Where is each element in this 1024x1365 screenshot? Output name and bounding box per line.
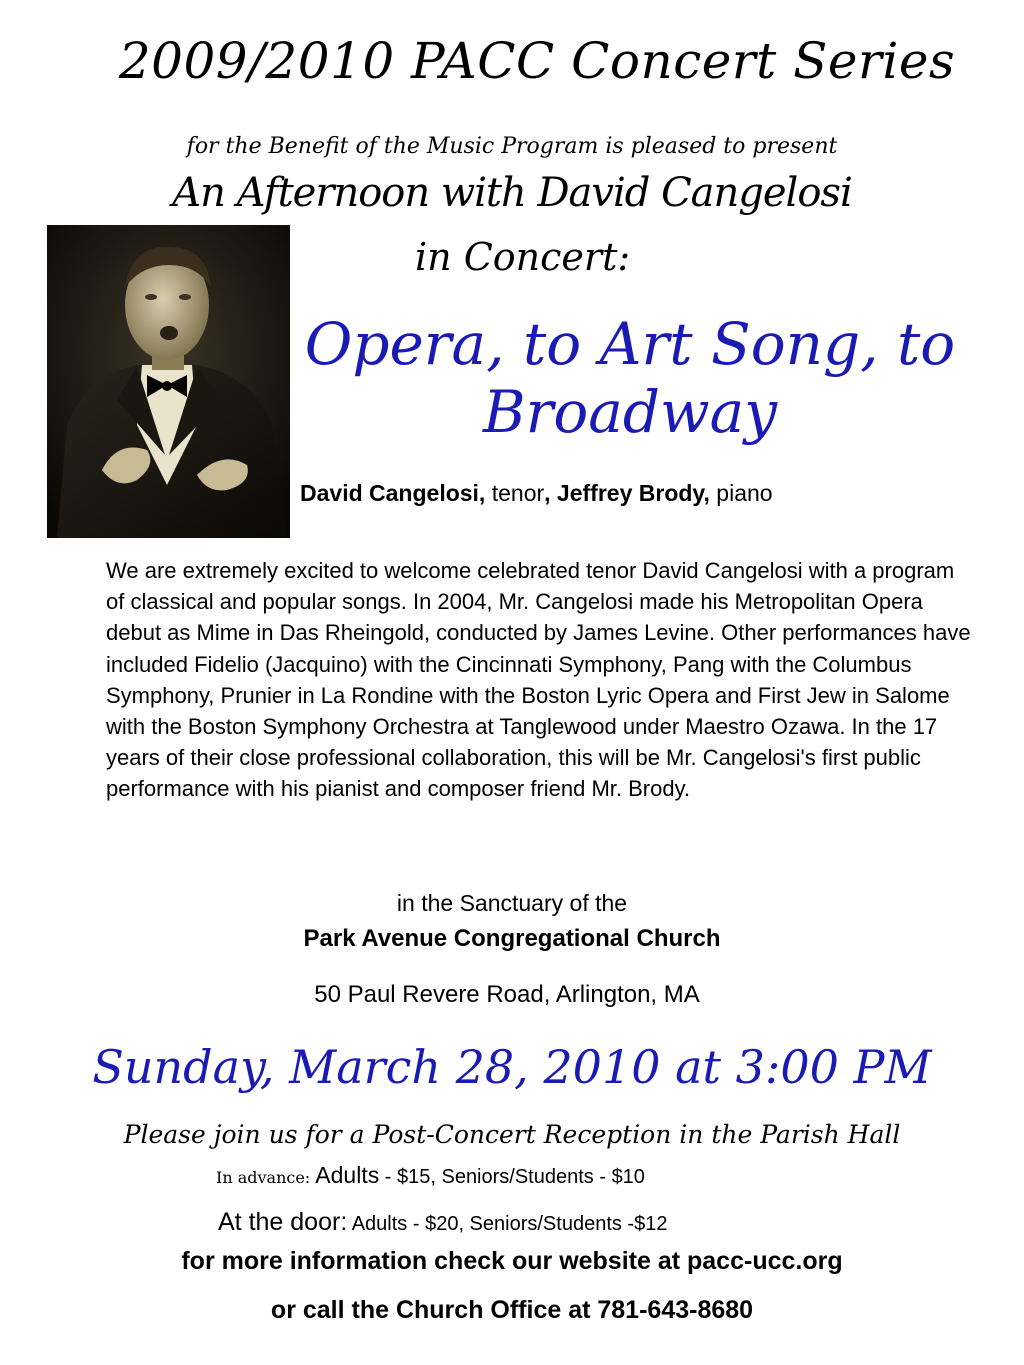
advance-label: In advance: xyxy=(216,1168,316,1187)
event-date: Sunday, March 28, 2010 at 3:00 PM xyxy=(92,1040,932,1094)
event-title: An Afternoon with David Cangelosi xyxy=(172,170,852,216)
website-info: for more information check our website at pacc-ucc.org xyxy=(181,1247,843,1275)
phone-info: or call the Church Office at 781-643-8680 xyxy=(270,1296,754,1324)
door-prices: Adults - $20, Seniors/Students -$12 xyxy=(347,1213,668,1235)
venue-name: Park Avenue Congregational Church xyxy=(303,925,721,952)
performer-photo xyxy=(47,225,290,538)
pianist-role: piano xyxy=(709,480,773,506)
venue-prefix: in the Sanctuary of the xyxy=(396,890,628,916)
door-colon: : xyxy=(340,1208,348,1236)
event-title-line2: in Concert: xyxy=(415,235,631,279)
tenor-name: David Cangelosi, xyxy=(300,480,486,506)
tenor-role: tenor xyxy=(485,480,545,506)
door-ticket-prices xyxy=(218,1208,667,1237)
presentation-subtitle: for the Benefit of the Music Program is pleased to present xyxy=(186,134,838,159)
advance-prices: - $15, Seniors/Students - $10 xyxy=(379,1166,645,1188)
performers-line xyxy=(300,480,773,507)
concert-series-title: 2009/2010 PACC Concert Series xyxy=(118,32,956,90)
tenor-portrait-image xyxy=(47,225,290,538)
pianist-name: , Jeffrey Brody, xyxy=(544,480,710,506)
program-headline: Opera, to Art Song, to Broadway xyxy=(304,310,956,446)
door-label: At the door xyxy=(218,1208,341,1236)
venue-address: 50 Paul Revere Road, Arlington, MA xyxy=(314,981,700,1008)
reception-note: Please join us for a Post-Concert Reception in the Parish Hall xyxy=(123,1120,901,1149)
advance-ticket-prices xyxy=(216,1162,645,1189)
advance-adults-label: Adults xyxy=(315,1162,380,1188)
performer-description: We are extremely excited to welcome celebrated tenor David Cangelosi with a program of classical and popular songs. In 2004, Mr. Cangelosi made his Metropolitan Opera debut as Mime in Das Rheingold, conducted by James Levine. Other performances have included Fidelio (Jacquino) with the Cincinnati Symphony, Pang with the Columbus Symphony, Prunier in La Rondine with the Boston Lyric Opera and First Jew in Salome with the Boston Symphony Orchestra at Tanglewood under Maestro Ozawa. In the 17 years of their close professional collaboration, this will be Mr. Cangelosi's first public performance with his pianist and composer friend Mr. Brody. xyxy=(106,558,971,802)
